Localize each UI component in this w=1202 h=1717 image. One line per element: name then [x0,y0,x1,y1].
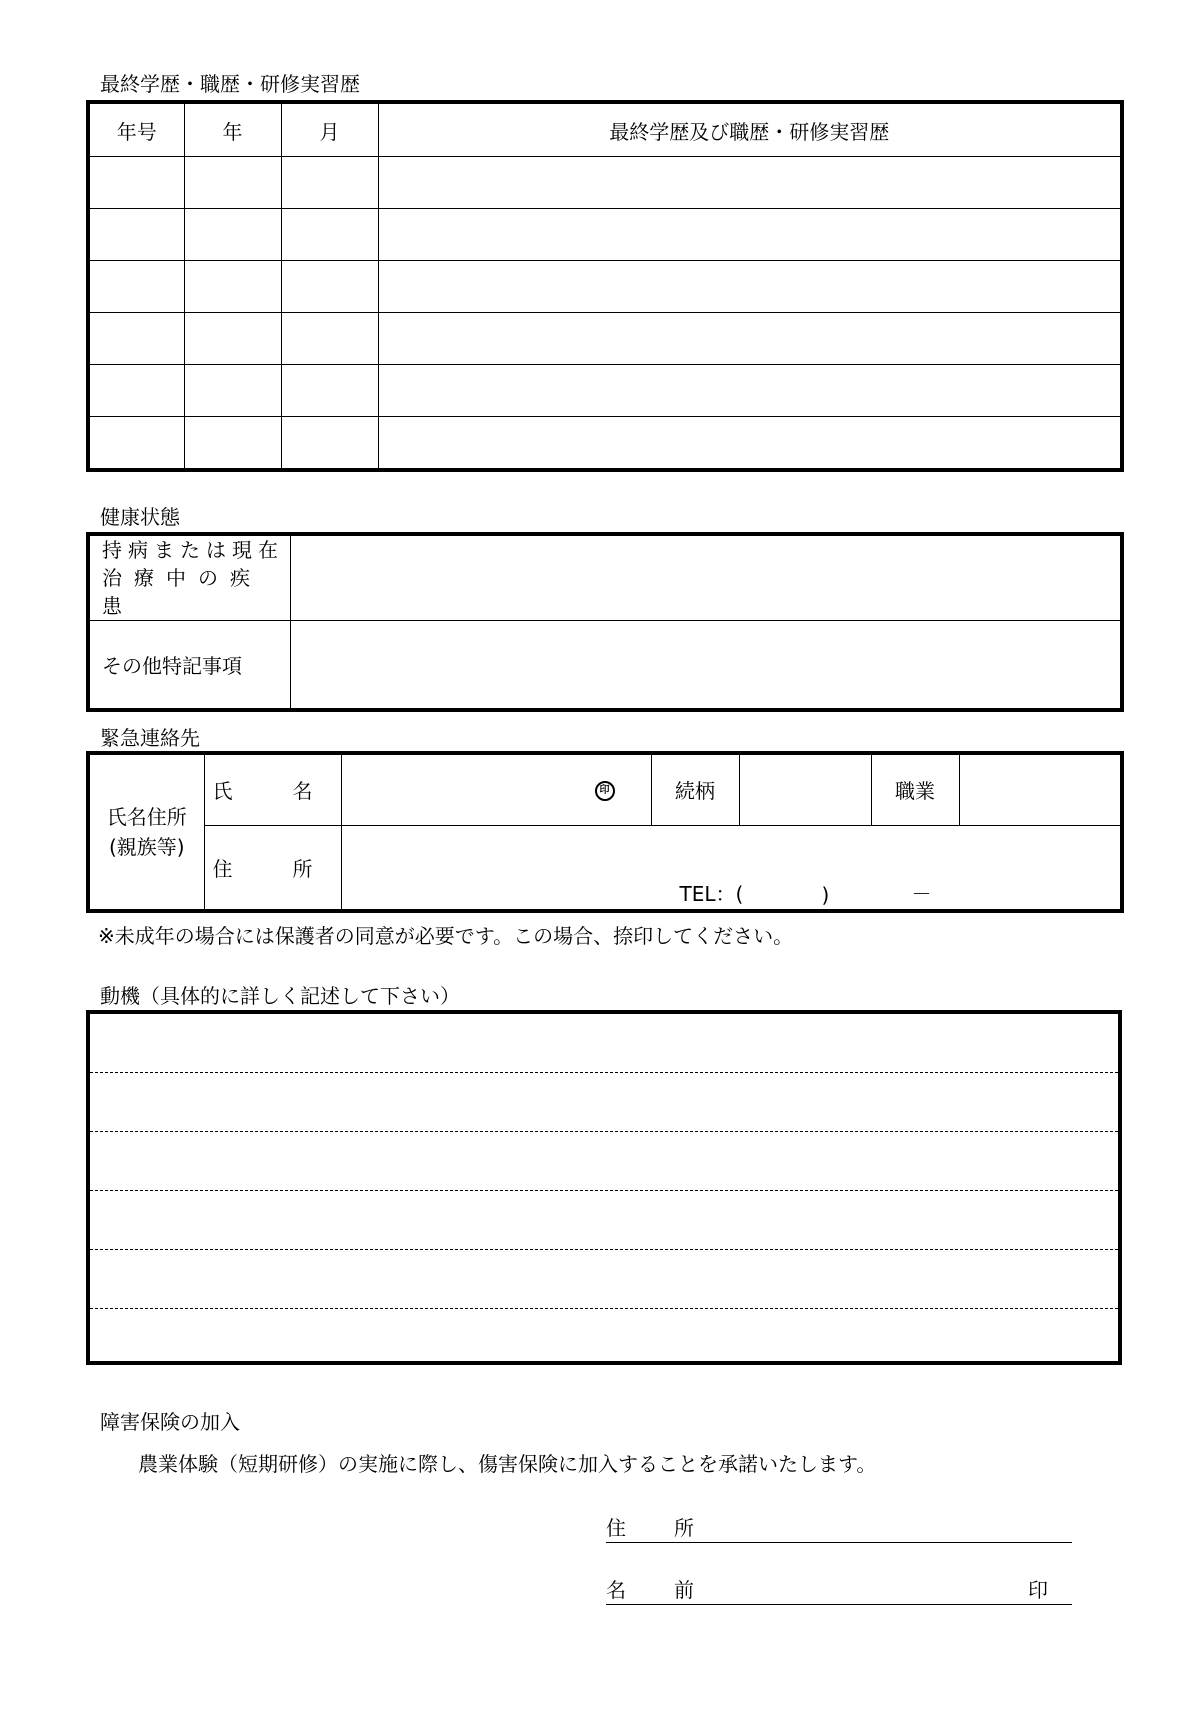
signature-address-label: 住 所 [606,1516,708,1540]
motivation-guide-line [90,1190,1118,1191]
insurance-statement: 農業体験（短期研修）の実施に際し、傷害保険に加入することを承諾いたします。 [138,1452,877,1476]
tel-label: TEL：( [679,882,744,906]
other-notes-label: その他特記事項 [88,621,290,710]
chronic-illness-label-line2: 治療中の疾患 [102,566,262,618]
era-cell[interactable] [88,313,184,365]
signature-name-label: 名 前 [606,1578,708,1602]
tel-dash: － [911,882,932,906]
emergency-group-label-line2: (親族等) [108,835,185,859]
other-notes-field[interactable] [290,621,1122,710]
month-cell[interactable] [281,365,378,417]
motivation-section-title: 動機（具体的に詳しく記述して下さい） [100,984,460,1008]
emergency-address-field[interactable] [341,825,1122,911]
emergency-address-row [88,825,1122,911]
year-cell[interactable] [184,261,281,313]
minor-consent-note: ※未成年の場合には保護者の同意が必要です。この場合、捺印してください。 [98,924,794,948]
era-cell[interactable] [88,365,184,417]
emergency-name-field[interactable] [341,753,651,825]
month-cell[interactable] [281,157,378,209]
history-header-row [88,102,1122,157]
header-era: 年号 [88,102,184,157]
era-cell[interactable] [88,261,184,313]
emergency-table [86,751,1124,913]
month-cell[interactable] [281,313,378,365]
chronic-illness-field[interactable] [290,534,1122,621]
emergency-section-title: 緊急連絡先 [100,726,200,750]
year-cell[interactable] [184,157,281,209]
signature-name-line[interactable] [606,1604,1072,1605]
history-row [88,157,1122,209]
history-section-title: 最終学歴・職歴・研修実習歴 [100,72,360,96]
history-cell[interactable] [378,365,1122,417]
era-cell[interactable] [88,417,184,471]
era-cell[interactable] [88,209,184,261]
seal-icon: 印 [595,781,615,801]
motivation-guide-line [90,1308,1118,1309]
tel-close-paren: ) [821,883,830,907]
year-cell[interactable] [184,313,281,365]
motivation-guide-line [90,1249,1118,1250]
motivation-guide-line [90,1131,1118,1132]
month-cell[interactable] [281,417,378,471]
header-month: 月 [281,102,378,157]
history-cell[interactable] [378,157,1122,209]
history-row [88,261,1122,313]
relation-label: 続柄 [651,753,739,825]
header-year: 年 [184,102,281,157]
history-row [88,209,1122,261]
job-label: 職業 [871,753,959,825]
relation-field[interactable] [739,753,871,825]
chronic-illness-row [88,534,1122,621]
health-section-title: 健康状態 [100,505,180,529]
motivation-box[interactable] [86,1010,1122,1365]
signature-address-line[interactable] [606,1542,1072,1543]
history-cell[interactable] [378,417,1122,471]
era-cell[interactable] [88,157,184,209]
emergency-group-label [88,753,204,911]
signature-seal-label: 印 [1028,1578,1048,1602]
history-cell[interactable] [378,209,1122,261]
month-cell[interactable] [281,209,378,261]
history-cell[interactable] [378,261,1122,313]
motivation-guide-line [90,1072,1118,1073]
month-cell[interactable] [281,261,378,313]
year-cell[interactable] [184,365,281,417]
emergency-name-label: 氏 名 [204,753,341,825]
history-row [88,417,1122,471]
history-cell[interactable] [378,313,1122,365]
year-cell[interactable] [184,209,281,261]
emergency-address-label: 住 所 [204,825,341,911]
other-notes-row [88,621,1122,710]
job-field[interactable] [959,753,1122,825]
insurance-section-title: 障害保険の加入 [100,1410,240,1434]
emergency-name-row [88,753,1122,825]
chronic-illness-label [88,534,290,621]
history-table [86,100,1124,472]
chronic-illness-label-line1: 持病または現在 [102,538,284,562]
year-cell[interactable] [184,417,281,471]
history-row [88,365,1122,417]
health-table [86,532,1124,712]
header-history: 最終学歴及び職歴・研修実習歴 [378,102,1122,157]
emergency-group-label-line1: 氏名住所 [106,805,187,829]
history-row [88,313,1122,365]
